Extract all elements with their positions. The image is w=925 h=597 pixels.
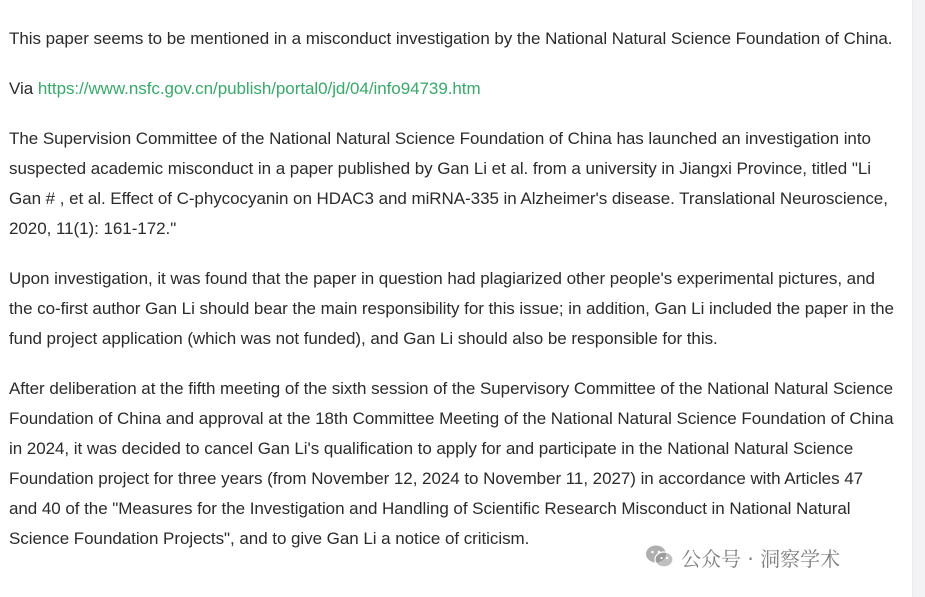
article-body: [9, 24, 894, 574]
wechat-icon: [645, 544, 675, 570]
intro-paragraph: This paper seems to be mentioned in a misconduct investigation by the National Natural Science Foundation of China.: [9, 29, 893, 48]
investigation-paragraph: The Supervision Committee of the National Natural Science Foundation of China has launched an investigation into suspected academic misconduct in a paper published by Gan Li et al. from a university in Jiangxi Province, titled "Li Gan # , et al. Effect of C-phycocyanin on HDAC3 and miRNA-335 in Alzheimer's disease. Translational Neuroscience, 2020, 11(1): 161-172.": [9, 129, 888, 238]
scrollbar-track[interactable]: [912, 0, 925, 597]
decision-paragraph: After deliberation at the fifth meeting of the sixth session of the Supervisory Committee of the National Natural Science Foundation of China and approval at the 18th Committee Meeting of the National Natural Science Foundation of China in 2024, it was decided to cancel Gan Li's qualification to apply for and participate in the National Natural Science Foundation project for three years (from November 12, 2024 to November 11, 2027) in accordance with Articles 47 and 40 of the "Measures for the Investigation and Handling of Scientific Research Misconduct in National Natural Science Foundation Projects", and to give Gan Li a notice of criticism.: [9, 379, 894, 548]
watermark-text: 公众号 · 洞察学术: [681, 546, 841, 571]
watermark: [645, 540, 840, 574]
via-label: Via: [9, 79, 34, 98]
source-line: [9, 74, 894, 104]
findings-paragraph: Upon investigation, it was found that the paper in question had plagiarized other people's experimental pictures, and the co-first author Gan Li should bear the main responsibility for this issue; in addition, Gan Li included the paper in the fund project application (which was not funded), and Gan Li should also be responsible for this.: [9, 269, 894, 348]
source-link[interactable]: https://www.nsfc.gov.cn/publish/portal0/jd/04/info94739.htm: [37, 79, 481, 98]
